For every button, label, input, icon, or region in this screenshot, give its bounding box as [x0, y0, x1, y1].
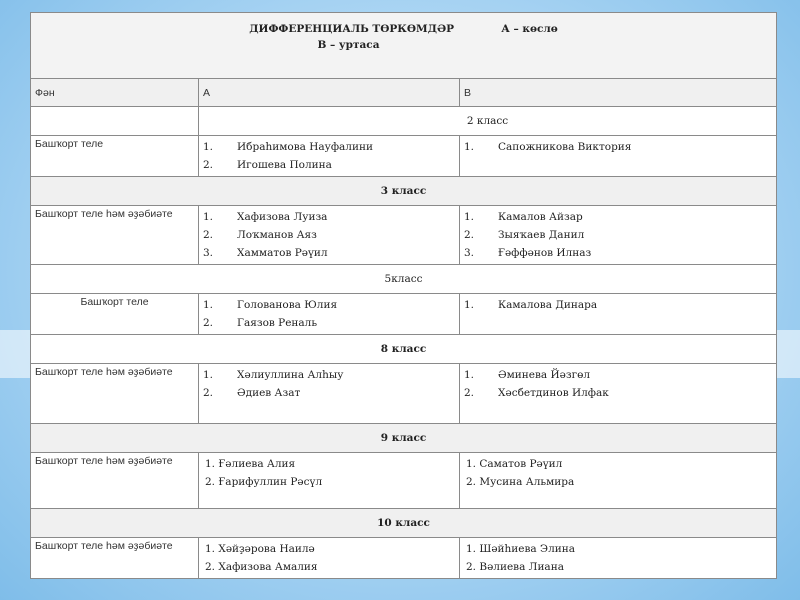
list-number: 3.: [464, 247, 475, 259]
subject-cell: Башҡорт теле: [31, 136, 199, 177]
list-item: 2. Ғарифуллин Рәсүл: [205, 476, 323, 488]
class-label: 3 класс: [31, 177, 777, 206]
class-label: 9 класс: [31, 424, 777, 453]
list-item: 1. Шәйһиева Элина: [466, 543, 575, 555]
list-item: 2. Игошева Полина: [203, 156, 455, 174]
subject-cell: Башҡорт теле һәм әҙәбиәте: [31, 364, 199, 424]
group-b-cell: [460, 136, 777, 177]
list-item: 1. Ғәлиева Алия: [205, 458, 296, 470]
list-item: 2. Хәсбетдинов Илфак: [464, 384, 772, 402]
list-item: 2. Зыяҡаев Данил: [464, 226, 772, 244]
subject-cell: Башҡорт теле: [31, 294, 199, 335]
class-label: 10 класс: [31, 509, 777, 538]
list-item: 1. Камалова Динара: [464, 296, 772, 314]
list-item: 1. Әминева Йәзгөл: [464, 366, 772, 384]
list-number: 1.: [203, 369, 214, 381]
list-number: 1.: [464, 369, 475, 381]
list-item: 2. Вәлиева Лиана: [466, 561, 564, 573]
group-b-cell: [460, 453, 777, 509]
list-item: 1. Сапожникова Виктория: [464, 138, 772, 156]
list-number: 2.: [203, 387, 214, 399]
list-number: 2.: [464, 229, 475, 241]
list-item: 2. Хафизова Амалия: [205, 561, 318, 573]
legend-a: А – көслө: [501, 23, 558, 35]
list-item: 1. Ибраһимова Науфалини: [203, 138, 455, 156]
list-item: 3. Хамматов Рәүил: [203, 244, 455, 262]
group-b-cell: [460, 538, 777, 579]
group-a-cell: [199, 453, 460, 509]
list-item: 1. Камалов Айзар: [464, 208, 772, 226]
group-a-cell: [199, 364, 460, 424]
group-b-cell: [460, 206, 777, 265]
list-number: 1.: [203, 299, 214, 311]
list-item: 1. Хәйҙәрова Наилә: [205, 543, 315, 555]
group-a-cell: [199, 538, 460, 579]
group-a-cell: [199, 294, 460, 335]
title-text: ДИФФЕРЕНЦИАЛЬ ТӨРКӨМДӘР: [249, 23, 454, 35]
list-number: 2.: [464, 387, 475, 399]
list-number: 1.: [464, 141, 475, 153]
list-item: 1. Голованова Юлия: [203, 296, 455, 314]
legend-b: В – уртаса: [317, 39, 380, 51]
header-a: А: [199, 79, 460, 107]
list-number: 1.: [464, 299, 475, 311]
group-a-cell: [199, 136, 460, 177]
list-item: 1. Хафизова Луиза: [203, 208, 455, 226]
list-item: 2. Гаязов Реналь: [203, 314, 455, 332]
group-a-cell: [199, 206, 460, 265]
list-number: 2.: [203, 317, 214, 329]
group-b-cell: [460, 294, 777, 335]
list-number: 1.: [203, 141, 214, 153]
subject-cell: Башҡорт теле һәм әҙәбиәте: [31, 453, 199, 509]
class-label: 2 класс: [199, 107, 777, 136]
list-item: 1. Хәлиуллина Алһыу: [203, 366, 455, 384]
list-item: 1. Саматов Рәүил: [466, 458, 563, 470]
subject-cell: Башҡорт теле һәм әҙәбиәте: [31, 206, 199, 265]
table-title: [31, 13, 777, 79]
list-number: 2.: [203, 229, 214, 241]
class-label: 5класс: [31, 265, 777, 294]
list-item: 3. Ғәффәнов Илназ: [464, 244, 772, 262]
group-b-cell: [460, 364, 777, 424]
list-item: 2. Мусина Альмира: [466, 476, 575, 488]
class-label: 8 класс: [31, 335, 777, 364]
list-number: 3.: [203, 247, 214, 259]
list-number: 1.: [203, 211, 214, 223]
list-number: 1.: [464, 211, 475, 223]
header-b: В: [460, 79, 777, 107]
list-item: 2. Әдиев Азат: [203, 384, 455, 402]
subject-cell: Башҡорт теле һәм әҙәбиәте: [31, 538, 199, 579]
groups-table: [30, 12, 777, 579]
list-item: 2. Лоҡманов Аяз: [203, 226, 455, 244]
list-number: 2.: [203, 159, 214, 171]
header-subject: Фән: [31, 79, 199, 107]
